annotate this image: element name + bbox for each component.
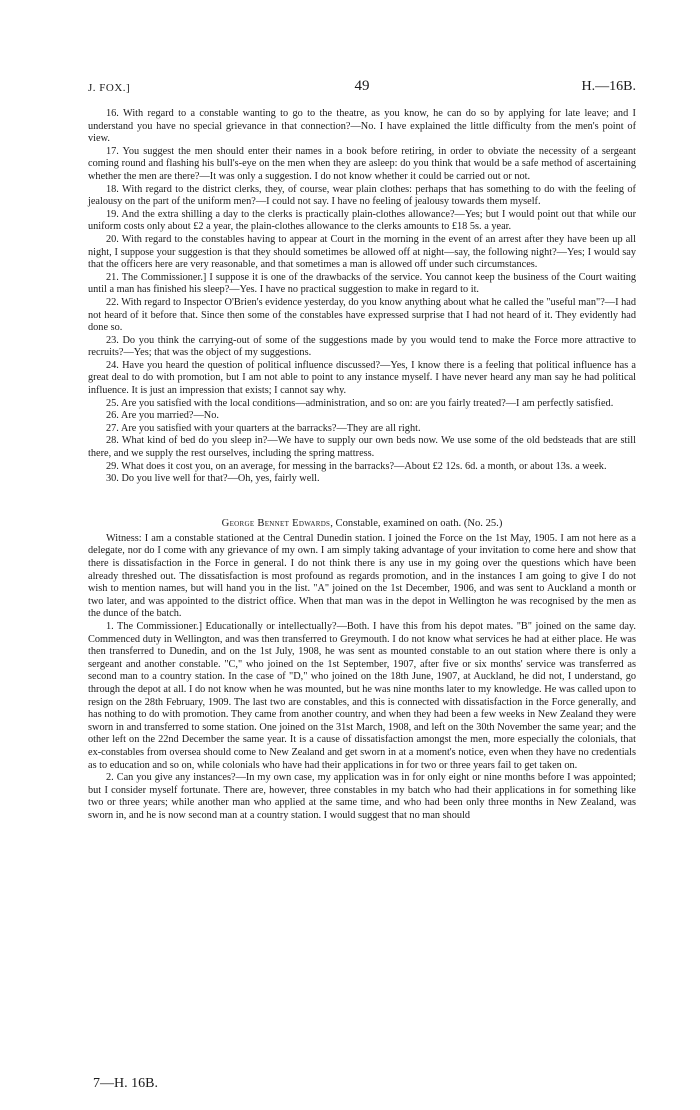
question-paragraph: 16. With regard to a constable wanting to go to the theatre, as you know, he can do so by applying for late leave; and I understand you have no special grievance in that connection?—No. I have explained the little difficulty from the men's point of view. (88, 108, 636, 145)
question-paragraph: 19. And the extra shilling a day to the clerks is practically plain-clothes allowance?—Yes; but I would point out that while our uniform costs only about £2 a year, the plain-clothes allowance to the clerks amounts to £18 5s. a year. (88, 208, 636, 233)
fox-evidence (88, 108, 636, 486)
question-paragraph: 28. What kind of bed do you sleep in?—We have to supply our own beds now. We use some of the old bedsteads that are still there, and we supply the rest ourselves, including the spring mattress. (88, 435, 636, 460)
question-paragraph: 30. Do you live well for that?—Oh, yes, fairly well. (106, 473, 320, 485)
question-paragraph: 2. Can you give any instances?—In my own case, my application was in for only eight or nine months before I was appointed; but I consider myself fortunate. There are, however, three constables in my batch who had their applications in for something like two or three years; while another man who applied at the same time, and who had been only three months in New Zealand, was sworn in, and he is now second man at a country station. I would suggest that no man should (88, 772, 636, 821)
question-paragraph: 23. Do you think the carrying-out of some of the suggestions made by you would tend to make the Force more attractive to recruits?—Yes; that was the object of my suggestions. (88, 334, 636, 359)
edwards-evidence (88, 533, 636, 823)
witness-statement: Witness: I am a constable stationed at the Central Dunedin station. I joined the Force on the 1st May, 1905. I am not here as a delegate, nor do I come with any grievance of my own. I am simply taking advantage of your invitation to come here and show that there is dissatisfaction in the Force in general. I do not think there is any use in my going over the questions which have been already threshed out. The dissatisfaction is most profound as regards promotion, and in the instances I am going to give I do not wish to mention names, but will hand you in the list. "A" joined on the 1st December, 1906, and was sent to Auckland a month or two later, and was appointed to the district office. When that man was in the depot in Wellington he was recognised by the men as the dunce of the batch. (88, 532, 636, 620)
question-paragraph: 1. The Commissioner.] Educationally or intellectually?—Both. I have this from his depot mates. "B" joined on the same day. Commenced duty in Wellington, and was then transferred to Greymouth. I do not know what services he had at either place. He was then transferred to Dunedin, and on the 1st July, 1908, he was sent as mounted constable to an out station where there is only a sergeant and another constable. "C," who joined on the 1st September, 1907, after five or six months' service was transferred as second man to a country station. In the case of "D," who joined on the 18th June, 1907, at Auckland, he did not, I understand, go through the depot at all. I do not know when he was mounted, but he was nine months later to my knowledge. He was called upon to resign on the 28th February, 1909. The last two are constables, and this is connected with dissatisfaction in the Force generally, and has nothing to do with promotion. They came from another country, and when they had been a few weeks in New Zealand they were sworn in and transferred to some station. One joined on the 31st March, 1908, and left on the 30th November the same year; and the other left on the 22nd December the same year. It is a cause of dissatisfaction amongst the men, more especially the colonials, that ex-constables from oversea should come to New Zealand and get sworn in at a moment's notice, even when they have no credentials as to education and so on, while colonials who have had their applications in for two or three years fail to get taken on. (88, 620, 636, 771)
question-paragraph: 26. Are you married?—No. (106, 410, 219, 422)
witness-heading (88, 518, 636, 529)
question-paragraph: 24. Have you heard the question of political influence discussed?—Yes, I know there is a feeling that political influence has a great deal to do with promotion, but I am not able to point to any instance myself. I have never heard any man say he had political influence. It is just an impression that exists; I cannot say why. (88, 359, 636, 397)
signature-mark: 7—H. 16B. (93, 1076, 158, 1091)
page-number: 49 (354, 78, 370, 94)
document-page (88, 78, 636, 822)
question-paragraph: 27. Are you satisfied with your quarters at the barracks?—They are all right. (106, 422, 421, 434)
witness-description: , Constable, examined on oath. (No. 25.) (330, 517, 503, 529)
question-paragraph: 22. With regard to Inspector O'Brien's evidence yesterday, do you know anything about what he called the "useful man"?—I had not heard of it before that. Since then some of the constables have expressed surprise that I had not heard of it. They evidently had done so. (88, 296, 636, 334)
question-paragraph: 20. With regard to the constables having to appear at Court in the morning in the event of an arrest after they have been up all night, I suppose your suggestion is that they should sometimes be allowed off at night—say, the following night?—Yes; I would say that the officers here are very reasonable, and that sometimes a man is allowed off under such circumstances. (88, 233, 636, 271)
question-paragraph: 17. You suggest the men should enter their names in a book before retiring, in order to obviate the necessity of a sergeant coming round and flashing his bull's-eye on the men when they are asleep: do you think that would be a safe method of ascertaining whether the men are there?—It was only a suggestion. I do not know whether it could be carried out or not. (88, 145, 636, 182)
paper-reference: H.—16B. (581, 79, 636, 94)
question-paragraph: 25. Are you satisfied with the local conditions—administration, and so on: are you fairly treated?—I am perfectly satisfied. (106, 397, 614, 409)
witness-name: George Bennet Edwards (221, 517, 331, 529)
running-header (88, 78, 636, 100)
question-paragraph: 29. What does it cost you, on an average, for messing in the barracks?—About £2 12s. 6d. a month, or about 13s. a week. (106, 460, 607, 472)
question-paragraph: 18. With regard to the district clerks, they, of course, wear plain clothes: perhaps that has something to do with the feeling of jealousy on the part of the uniform men?—I could not say. I have no feeling of jealousy towards them myself. (88, 183, 636, 208)
header-witness-name: J. FOX.] (88, 82, 131, 94)
question-paragraph: 21. The Commissioner.] I suppose it is one of the drawbacks of the service. You cannot keep the business of the Court waiting until a man has finished his sleep?—Yes. I have no practical suggestion to make in regard to it. (88, 271, 636, 296)
